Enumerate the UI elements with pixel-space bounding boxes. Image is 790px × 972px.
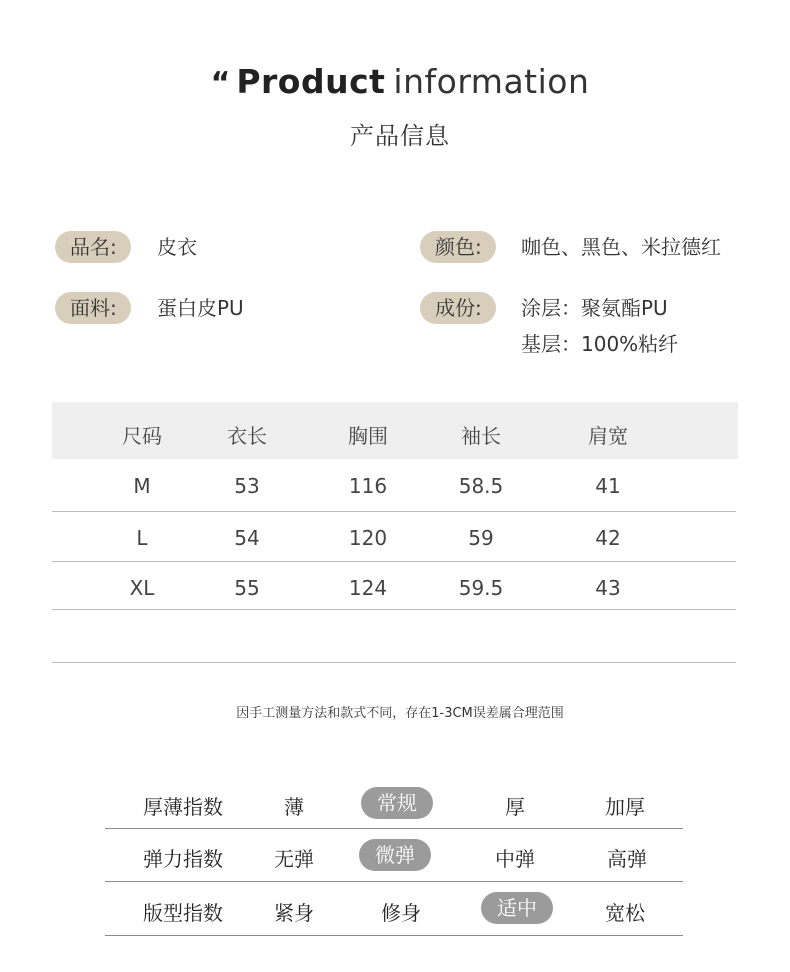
thickness-label: 厚薄指数 (143, 795, 223, 819)
fit-option-selected: 适中 (481, 892, 553, 924)
table-cell: 59.5 (458, 576, 504, 600)
color-label-pill: 颜色: (420, 231, 496, 263)
thickness-option: 厚 (505, 795, 525, 819)
index-row-divider (105, 881, 683, 882)
composition-label-pill: 成份: (420, 292, 496, 324)
name-value: 皮衣 (157, 235, 197, 259)
elasticity-option: 中弹 (495, 847, 535, 871)
table-cell: L (136, 526, 148, 550)
elasticity-option: 高弹 (607, 847, 647, 871)
size-header-size: 尺码 (122, 424, 162, 448)
table-cell: 116 (348, 474, 388, 498)
fit-label: 版型指数 (143, 901, 223, 925)
title-bold: Product (236, 62, 386, 101)
page-subtitle: 产品信息 (350, 122, 450, 150)
page-title (0, 62, 790, 101)
thickness-option-selected: 常规 (361, 787, 433, 819)
thickness-option: 加厚 (605, 795, 645, 819)
title-light: information (393, 62, 590, 101)
table-cell: 59 (468, 526, 494, 550)
size-header-chest: 胸围 (348, 424, 388, 448)
fit-option: 紧身 (274, 901, 314, 925)
fit-option: 修身 (381, 901, 421, 925)
table-cell: XL (129, 576, 155, 600)
title-quote-mark: “ (210, 66, 231, 101)
table-cell: 124 (348, 576, 388, 600)
fabric-label-pill: 面料: (55, 292, 131, 324)
color-value: 咖色、黑色、米拉德红 (521, 235, 721, 259)
table-cell: 53 (234, 474, 260, 498)
elasticity-option-selected: 微弹 (359, 839, 431, 871)
size-header-sleeve: 袖长 (461, 424, 501, 448)
measurement-note: 因手工测量方法和款式不同，存在1-3CM误差属合理范围 (236, 706, 564, 721)
elasticity-option: 无弹 (274, 847, 314, 871)
table-row-divider (52, 511, 736, 512)
elasticity-label: 弹力指数 (143, 847, 223, 871)
composition-line-2: 基层：100%粘纤 (521, 332, 679, 356)
table-cell: 58.5 (458, 474, 504, 498)
size-header-shoulder: 肩宽 (588, 424, 628, 448)
name-label-pill: 品名: (55, 231, 131, 263)
composition-line-1: 涂层：聚氨酯PU (521, 296, 668, 320)
table-bottom-line (52, 662, 736, 663)
table-cell: 120 (348, 526, 388, 550)
table-cell: 55 (234, 576, 260, 600)
table-row-divider (52, 561, 736, 562)
table-cell: 42 (595, 526, 621, 550)
thickness-option: 薄 (284, 795, 304, 819)
index-bottom-line (105, 935, 683, 936)
table-row-divider (52, 609, 736, 610)
fabric-value: 蛋白皮PU (157, 296, 244, 320)
table-cell: M (133, 474, 151, 498)
table-cell: 41 (595, 474, 621, 498)
fit-option: 宽松 (605, 901, 645, 925)
index-row-divider (105, 828, 683, 829)
size-header-length: 衣长 (227, 424, 267, 448)
table-cell: 43 (595, 576, 621, 600)
table-cell: 54 (234, 526, 260, 550)
